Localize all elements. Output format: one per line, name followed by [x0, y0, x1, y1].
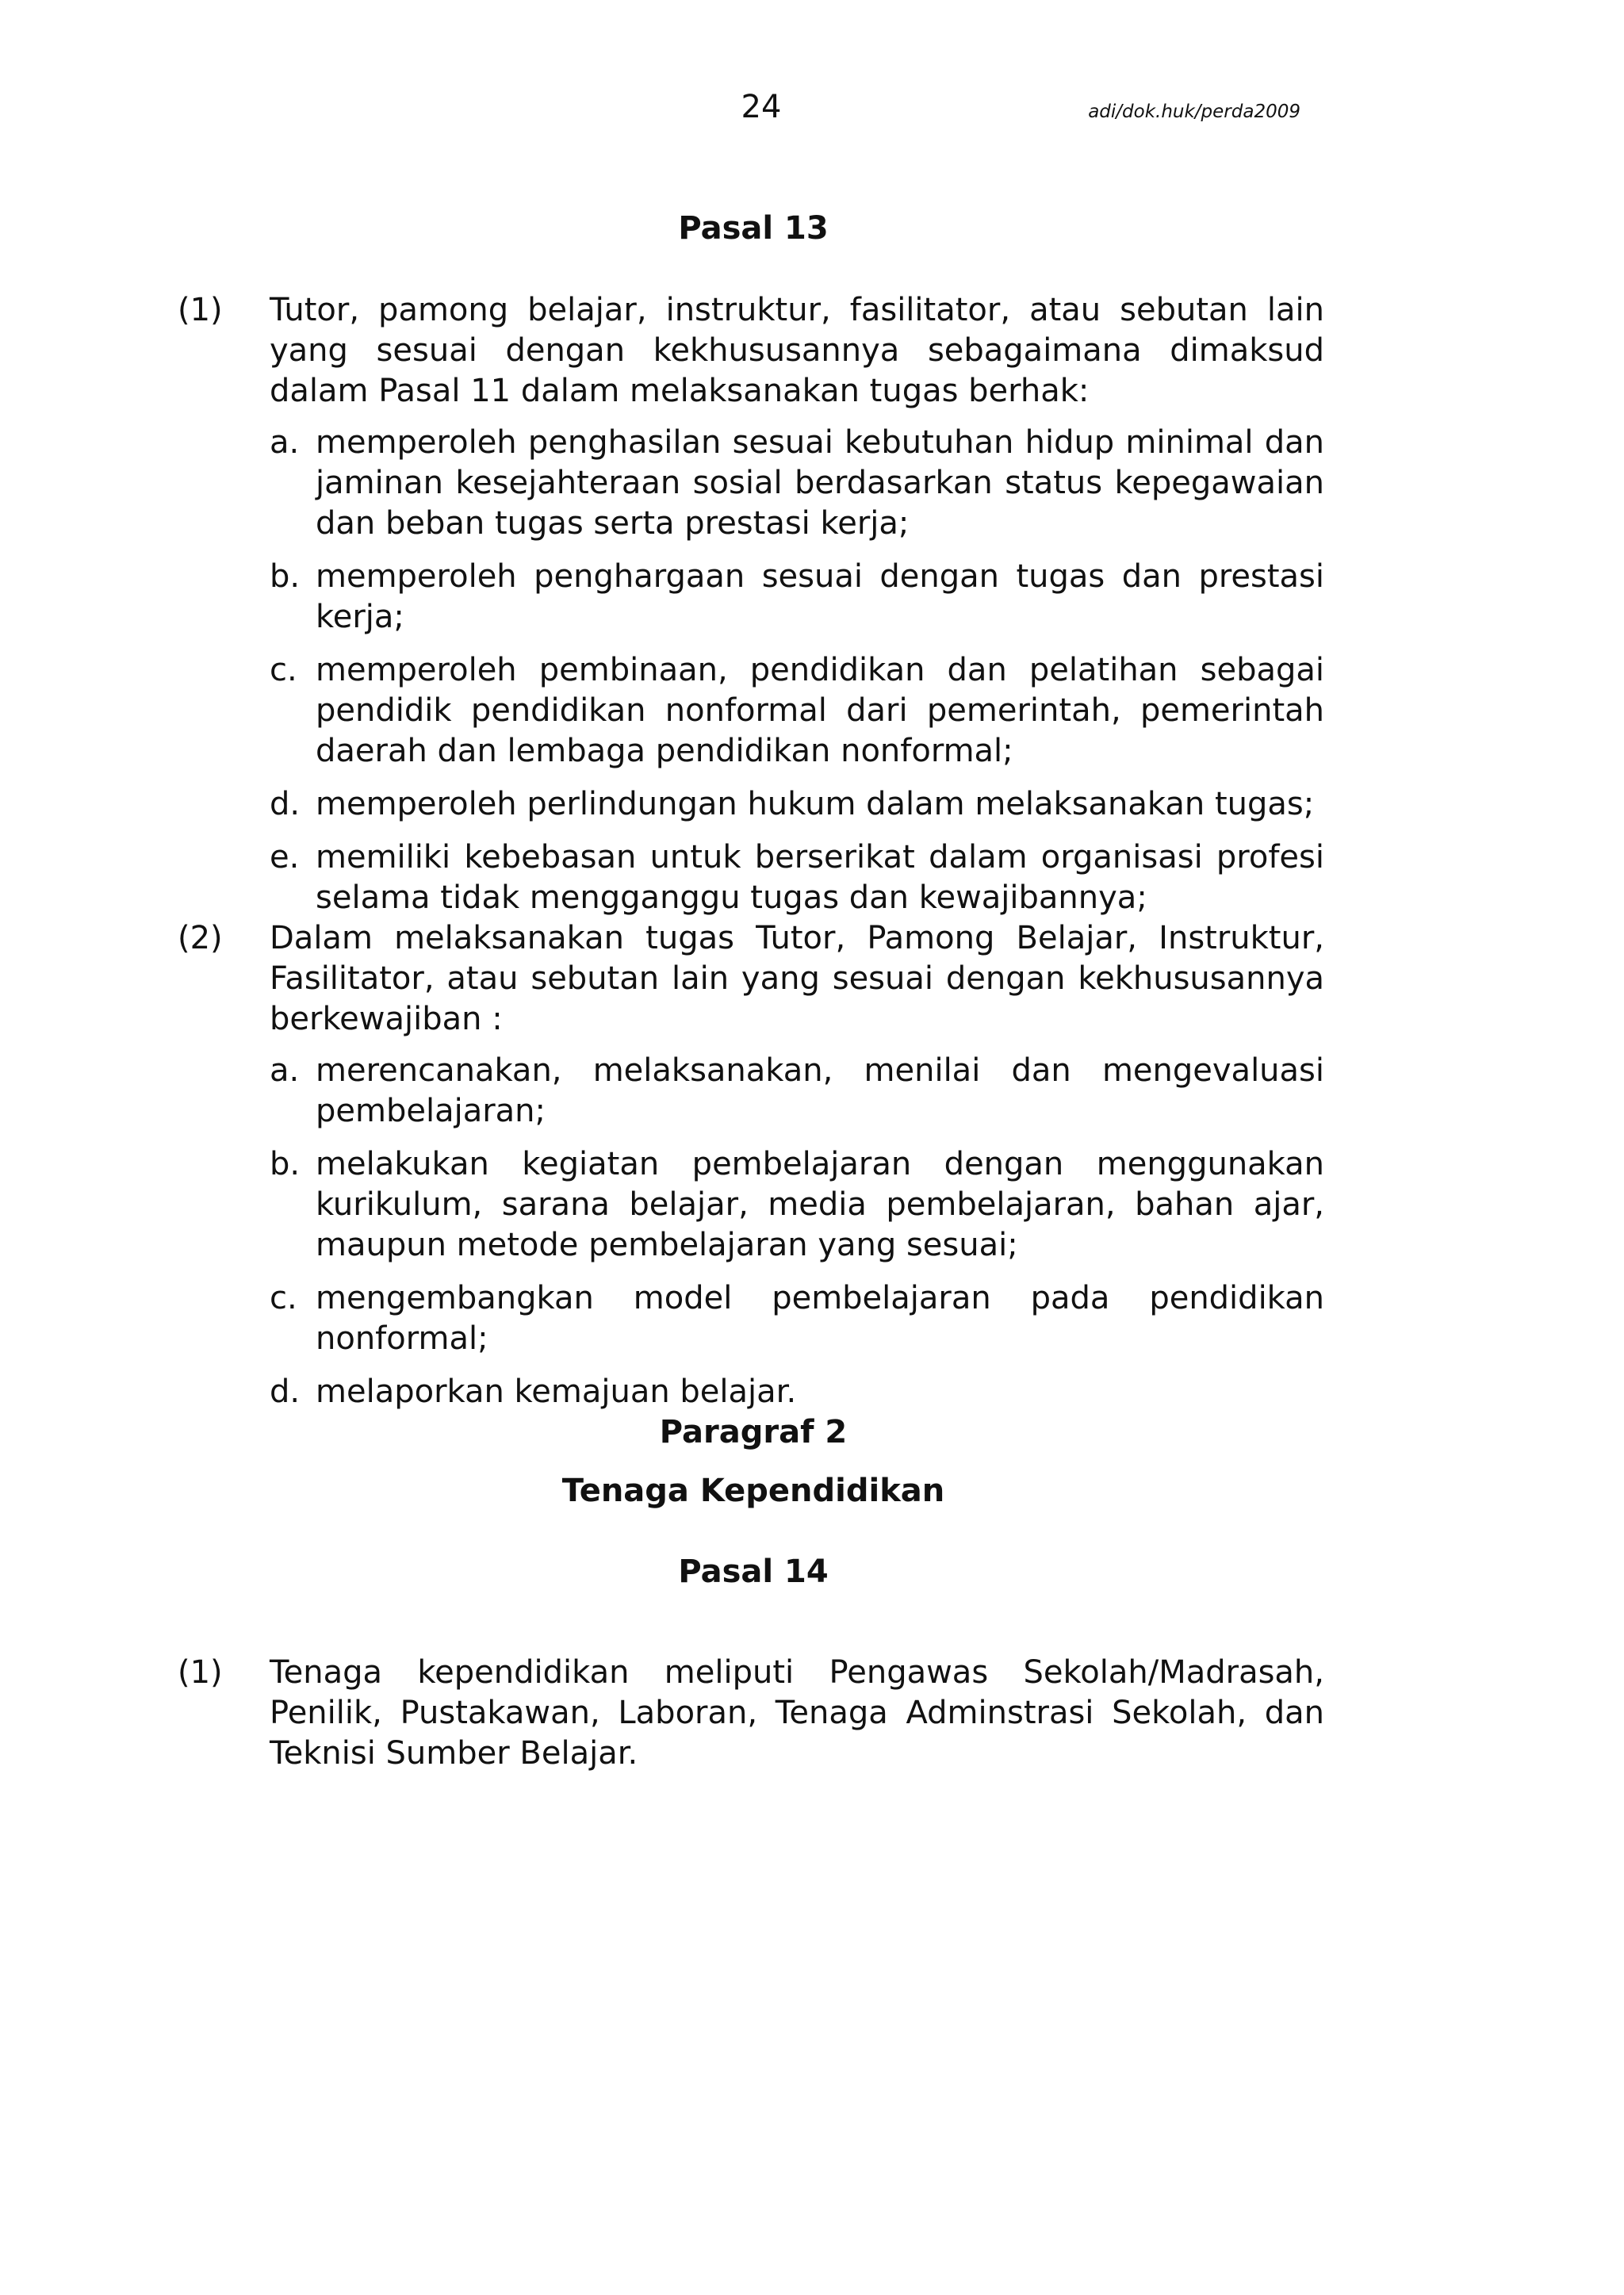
document-reference: adi/dok.huk/perda2009 [1088, 102, 1300, 122]
item-text: mengembangkan model pembelajaran pada pendidikan nonformal; [316, 1280, 1324, 1357]
item-letter: b. [270, 1146, 301, 1182]
item-letter: a. [270, 1052, 300, 1089]
item-text: memperoleh penghargaan sesuai dengan tugas dan prestasi kerja; [316, 558, 1324, 635]
item-text: melaporkan kemajuan belajar. [316, 1374, 797, 1410]
list-item [270, 1051, 1324, 1132]
list-item [270, 1372, 1324, 1412]
item-text: memiliki kebebasan untuk berserikat dalam organisasi profesi selama tidak mengganggu tugas dan kewajibannya; [316, 839, 1324, 916]
clause-items [270, 1051, 1324, 1412]
item-letter: e. [270, 839, 300, 875]
list-item [270, 1278, 1324, 1359]
item-letter: a. [270, 424, 300, 461]
clause-number: (2) [178, 920, 223, 956]
pasal-13-clause-1 [178, 290, 1324, 931]
item-letter: b. [270, 558, 301, 595]
clause-text: Tenaga kependidikan meliputi Pengawas Sekolah/Madrasah, Penilik, Pustakawan, Laboran, Tenaga Adminstrasi Sekolah, dan Teknisi Sumber Belajar. [270, 1654, 1324, 1772]
clause-text: Dalam melaksanakan tugas Tutor, Pamong Belajar, Instruktur, Fasilitator, atau sebutan lain yang sesuai dengan kekhususannya berkewajiban : [270, 920, 1324, 1037]
clause-items [270, 423, 1324, 918]
item-letter: d. [270, 786, 301, 822]
item-text: merencanakan, melaksanakan, menilai dan mengevaluasi pembelajaran; [316, 1052, 1324, 1129]
item-letter: c. [270, 652, 297, 688]
clause-number: (1) [178, 1654, 223, 1691]
item-text: melakukan kegiatan pembelajaran dengan menggunakan kurikulum, sarana belajar, media pembelajaran, bahan ajar, maupun metode pembelajaran yang sesuai; [316, 1146, 1324, 1263]
paragraf-2-subtitle: Tenaga Kependidikan [561, 1473, 945, 1509]
page-number: 24 [741, 89, 782, 125]
list-item [270, 423, 1324, 544]
list-item [270, 1144, 1324, 1266]
list-item [270, 650, 1324, 772]
clause-text: Tutor, pamong belajar, instruktur, fasilitator, atau sebutan lain yang sesuai dengan kekhususannya sebagaimana dimaksud dalam Pasal 11 dalam melaksanakan tugas berhak: [270, 292, 1324, 409]
clause-number: (1) [178, 292, 223, 328]
item-text: memperoleh perlindungan hukum dalam melaksanakan tugas; [316, 786, 1315, 822]
list-item [270, 837, 1324, 918]
list-item [270, 557, 1324, 638]
item-letter: d. [270, 1374, 301, 1410]
item-text: memperoleh pembinaan, pendidikan dan pelatihan sebagai pendidik pendidikan nonformal dari pemerintah, pemerintah daerah dan lembaga pendidikan nonformal; [316, 652, 1324, 769]
pasal-13-clause-2 [178, 918, 1324, 1425]
pasal-13-title: Pasal 13 [678, 210, 829, 247]
item-text: memperoleh penghasilan sesuai kebutuhan hidup minimal dan jaminan kesejahteraan sosial berdasarkan status kepegawaian dan beban tugas serta prestasi kerja; [316, 424, 1324, 542]
item-letter: c. [270, 1280, 297, 1316]
pasal-14-clause-1 [178, 1653, 1324, 1774]
paragraf-2-title: Paragraf 2 [659, 1414, 848, 1450]
list-item [270, 784, 1324, 825]
pasal-14-title: Pasal 14 [678, 1554, 829, 1590]
